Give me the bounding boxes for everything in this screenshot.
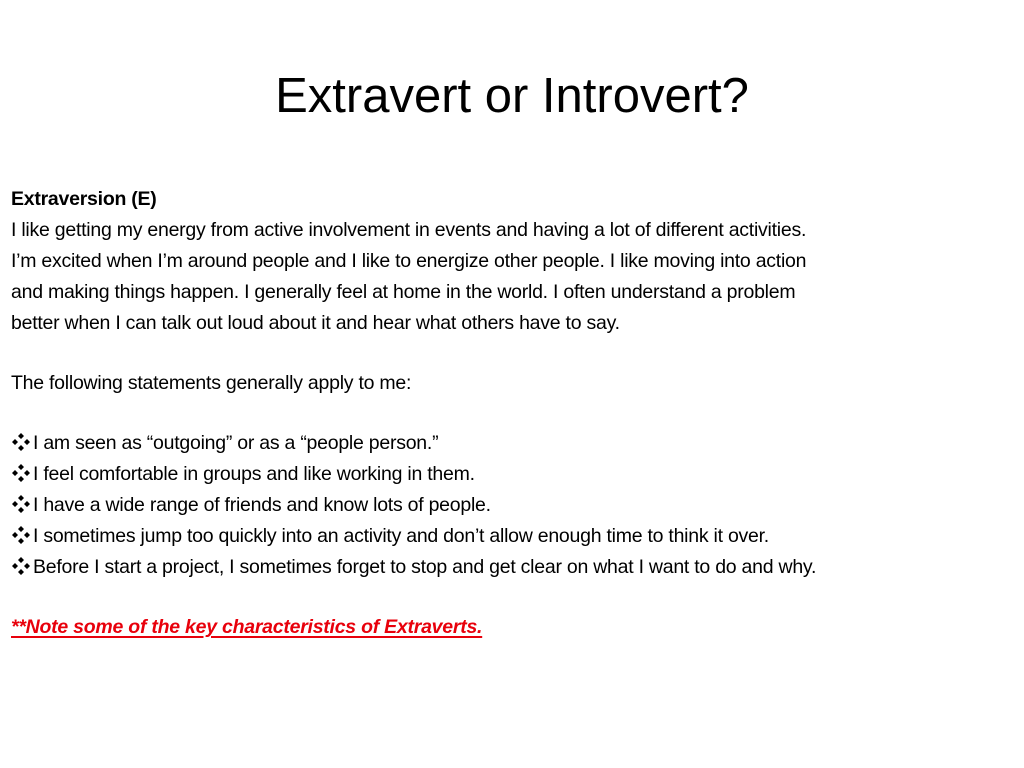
bullet-text: Before I start a project, I sometimes forget to stop and get clear on what I want to do and why.: [33, 556, 817, 578]
bullet-item: [11, 490, 1021, 521]
bullet-item: [11, 521, 1021, 552]
note-text: **Note some of the key characteristics of Extraverts.: [11, 616, 483, 638]
paragraph-line: I’m excited when I’m around people and I like to energize other people. I like moving into action: [11, 250, 807, 272]
spacer: [11, 339, 1021, 368]
bullet-text: I am seen as “outgoing” or as a “people person.”: [33, 432, 439, 454]
bullet-text: I feel comfortable in groups and like working in them.: [33, 463, 475, 485]
diamond-bullet-icon: [11, 494, 31, 514]
paragraph-line: better when I can talk out loud about it and hear what others have to say.: [11, 312, 620, 334]
bullet-item: [11, 552, 1021, 583]
bullet-text: I have a wide range of friends and know lots of people.: [33, 494, 491, 516]
intro-text: The following statements generally apply to me:: [11, 372, 412, 394]
diamond-bullet-icon: [11, 525, 31, 545]
spacer: [11, 583, 1021, 612]
spacer: [11, 399, 1021, 428]
slide-body: [11, 184, 1021, 643]
slide-title: Extravert or Introvert?: [275, 69, 749, 123]
bullet-item: [11, 459, 1021, 490]
bullet-text: I sometimes jump too quickly into an activity and don’t allow enough time to think it over.: [33, 525, 769, 547]
section-heading: Extraversion (E): [11, 188, 157, 210]
paragraph-line: I like getting my energy from active involvement in events and having a lot of different activities.: [11, 219, 807, 241]
note-line: [11, 612, 1021, 643]
paragraph-line: and making things happen. I generally feel at home in the world. I often understand a problem: [11, 281, 796, 303]
bullet-list: [11, 428, 1021, 583]
diamond-bullet-icon: [11, 432, 31, 452]
diamond-bullet-icon: [11, 556, 31, 576]
diamond-bullet-icon: [11, 463, 31, 483]
bullet-item: [11, 428, 1021, 459]
